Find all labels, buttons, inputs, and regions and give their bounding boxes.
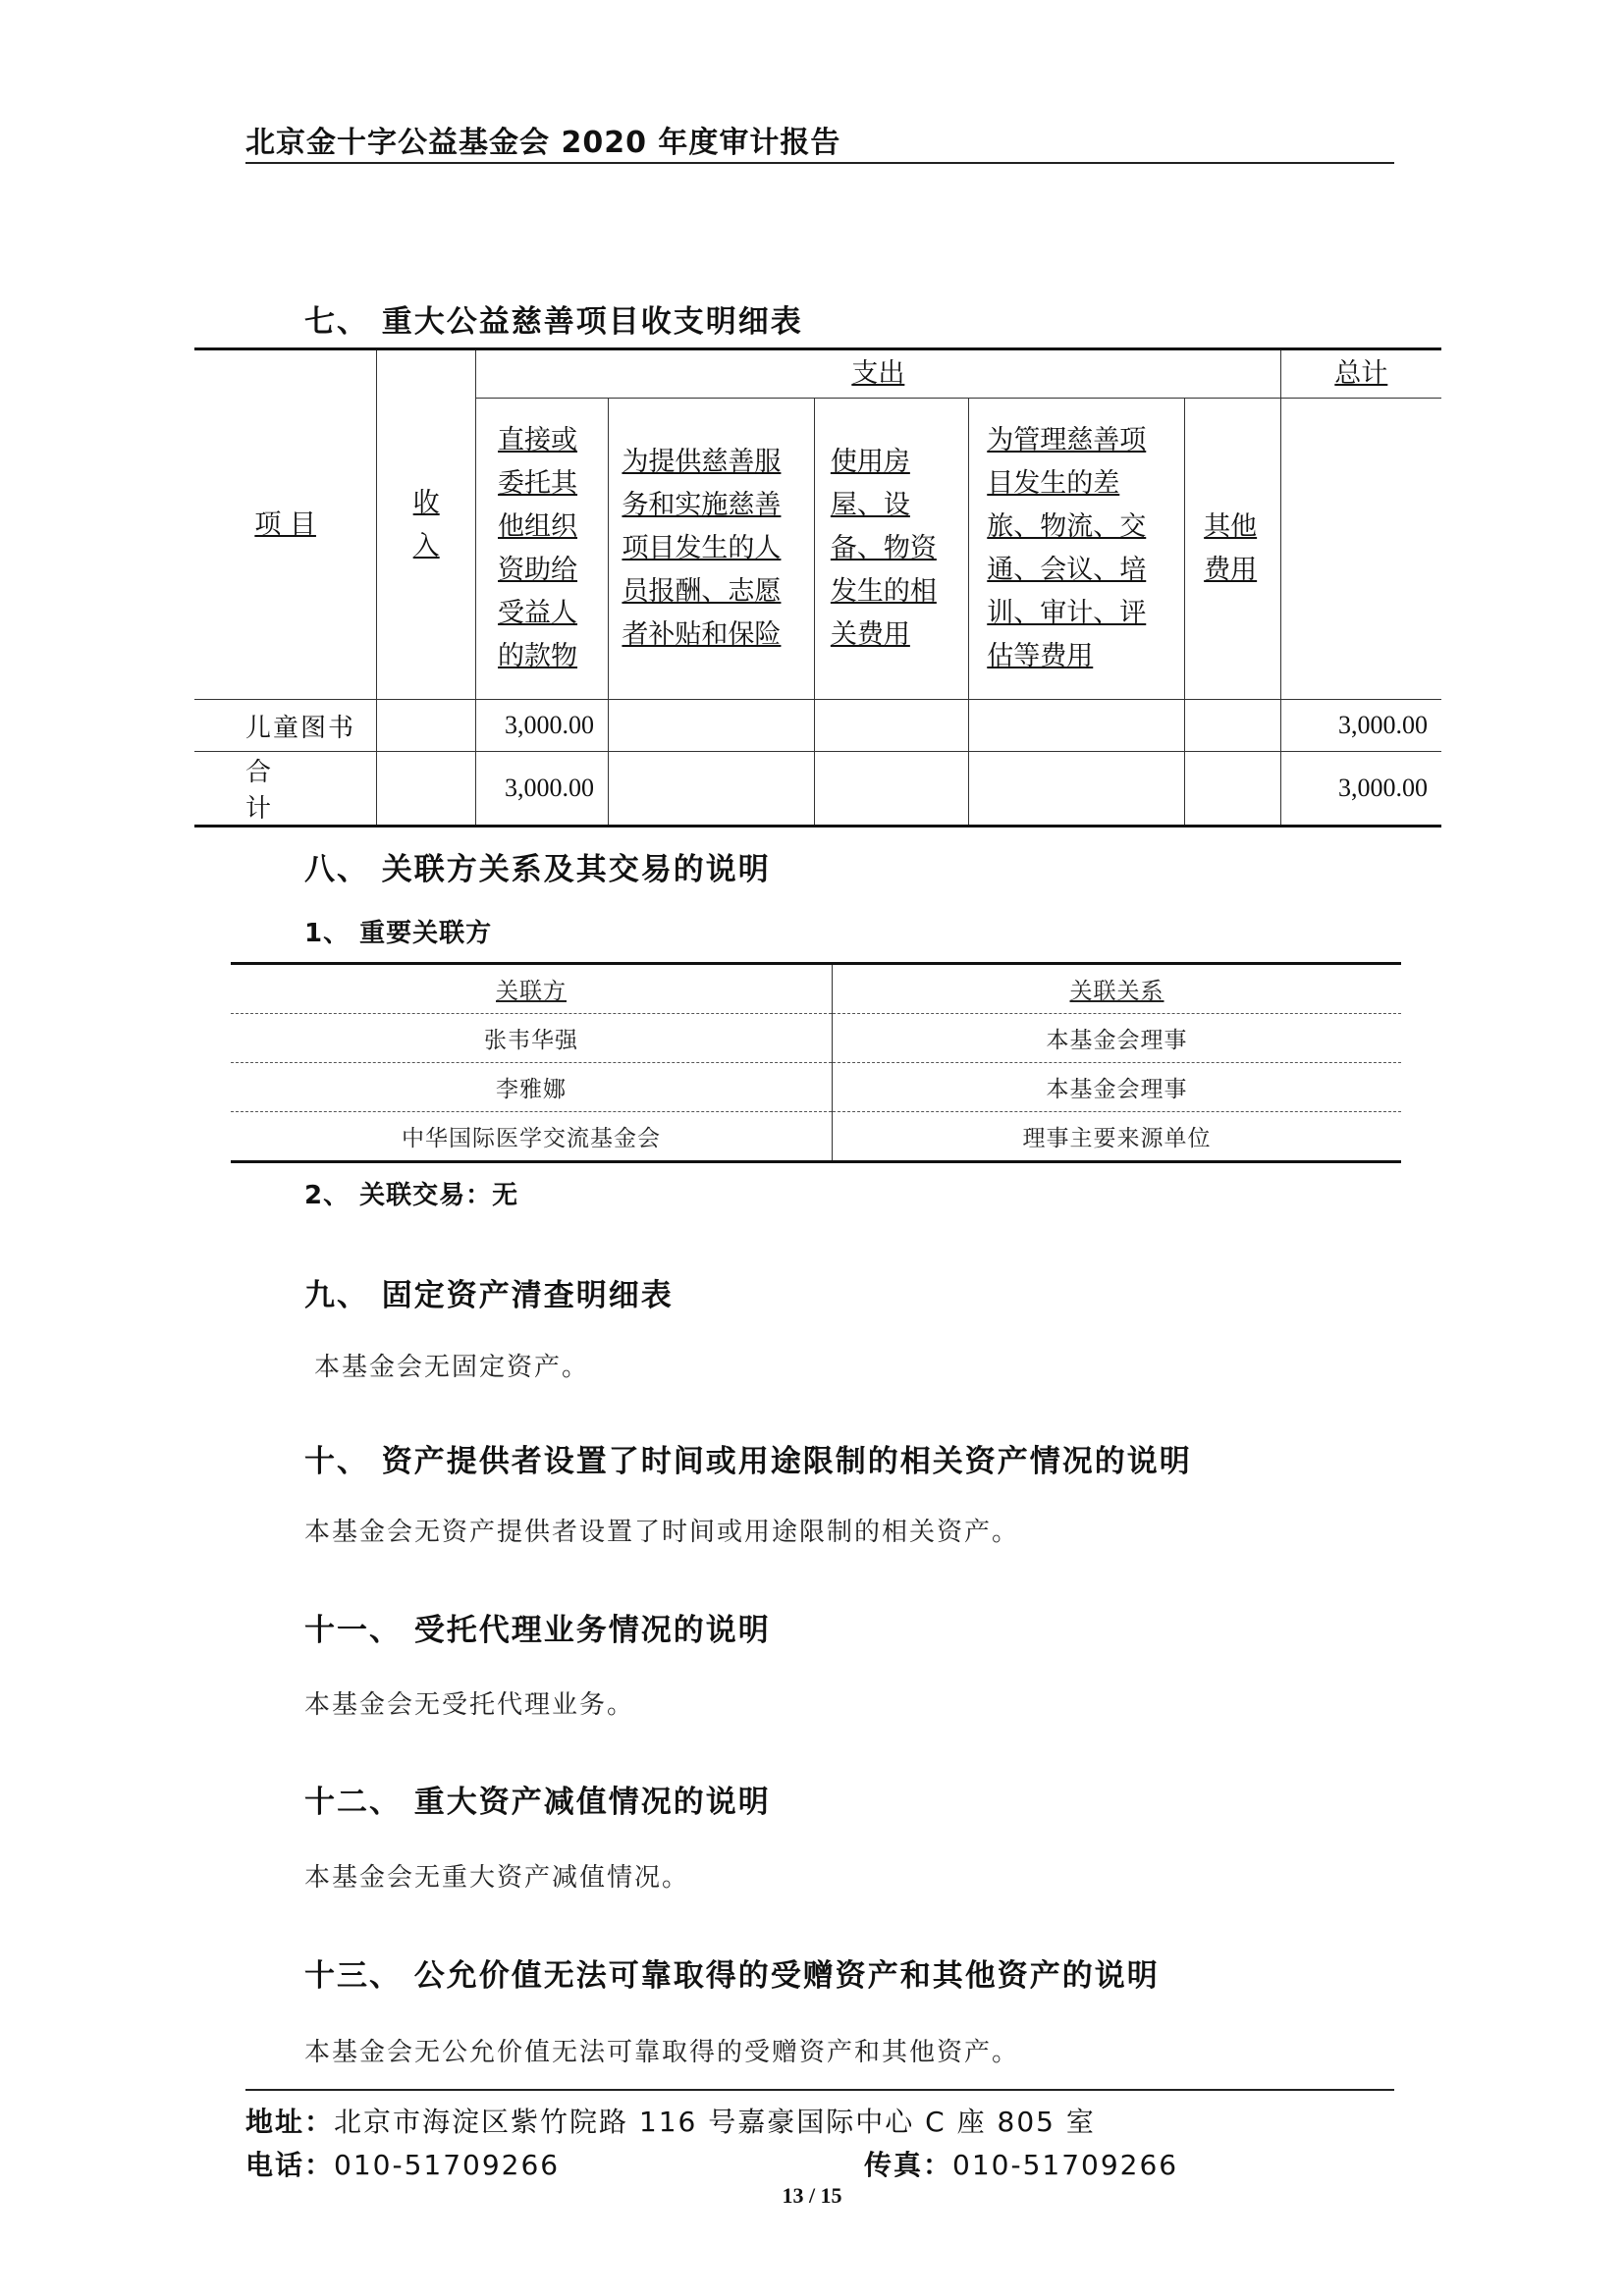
section-9-title: 九、 固定资产清查明细表 xyxy=(304,1278,674,1313)
address-label: 地址： xyxy=(245,2106,335,2138)
table-row xyxy=(194,700,1441,752)
cell-admin xyxy=(968,752,1184,827)
section-12-title: 十二、 重大资产减值情况的说明 xyxy=(304,1785,771,1820)
col-staff-cost-header: 为提供慈善服务和实施慈善项目发生的人员报酬、志愿者补贴和保险 xyxy=(608,399,814,700)
section-10-text: 本基金会无资产提供者设置了时间或用途限制的相关资产。 xyxy=(304,1518,1020,1547)
page-header xyxy=(245,118,1394,161)
col-item-header: 项 目 xyxy=(194,349,377,700)
related-transactions-line: 2、 关联交易：无 xyxy=(304,1181,519,1210)
cell-property xyxy=(814,700,968,752)
cell-income xyxy=(377,752,476,827)
section-13-title: 十三、 公允价值无法可靠取得的受赠资产和其他资产的说明 xyxy=(304,1958,1160,1994)
col-income-header: 收入 xyxy=(377,349,476,700)
section-8-title: 八、 关联方关系及其交易的说明 xyxy=(304,852,771,887)
section-10-title: 十、 资产提供者设置了时间或用途限制的相关资产情况的说明 xyxy=(304,1444,1192,1479)
section-9-text: 本基金会无固定资产。 xyxy=(314,1353,590,1382)
col-other-cost-header: 其他费用 xyxy=(1184,399,1280,700)
cell-income xyxy=(377,700,476,752)
relationship: 本基金会理事 xyxy=(833,1063,1402,1112)
table-row xyxy=(231,1014,1401,1063)
phone-value: 010-51709266 xyxy=(334,2149,561,2181)
cell-property xyxy=(814,752,968,827)
relationship: 理事主要来源单位 xyxy=(833,1112,1402,1162)
fax-value: 010-51709266 xyxy=(952,2149,1179,2181)
table-header-row xyxy=(231,964,1401,1014)
cell-other xyxy=(1184,700,1280,752)
cell-staff xyxy=(608,700,814,752)
footer-address xyxy=(245,2101,1096,2140)
cell-total: 3,000.00 xyxy=(1280,700,1441,752)
col-expense-group-header: 支出 xyxy=(476,349,1281,399)
footer-divider xyxy=(245,2089,1394,2091)
related-parties-table xyxy=(231,962,1401,1163)
cell-admin xyxy=(968,700,1184,752)
section-11-title: 十一、 受托代理业务情况的说明 xyxy=(304,1613,771,1648)
table-row xyxy=(194,752,1441,827)
col-direct-aid-header: 直接或委托其他组织资助给受益人的款物 xyxy=(476,399,609,700)
section-7-title: 七、 重大公益慈善项目收支明细表 xyxy=(304,304,803,340)
report-title: 北京金十字公益基金会 2020 年度审计报告 xyxy=(245,126,841,160)
cell-staff xyxy=(608,752,814,827)
cell-other xyxy=(1184,752,1280,827)
col-related-party-header: 关联方 xyxy=(231,964,833,1014)
col-relationship-header: 关联关系 xyxy=(833,964,1402,1014)
header-divider xyxy=(245,162,1394,164)
cell-direct: 3,000.00 xyxy=(476,700,609,752)
col-total-empty xyxy=(1280,399,1441,700)
cell-total: 3,000.00 xyxy=(1280,752,1441,827)
project-expense-table xyxy=(194,347,1441,828)
related-party-name: 中华国际医学交流基金会 xyxy=(231,1112,833,1162)
col-property-cost-header: 使用房屋、设备、物资发生的相关费用 xyxy=(814,399,968,700)
footer-phone xyxy=(245,2144,560,2183)
related-party-name: 张韦华强 xyxy=(231,1014,833,1063)
table-row xyxy=(231,1112,1401,1162)
page-number: 13 / 15 xyxy=(782,2183,842,2208)
related-parties-subtitle: 1、 重要关联方 xyxy=(304,919,493,948)
related-party-name: 李雅娜 xyxy=(231,1063,833,1112)
footer-fax xyxy=(864,2144,1178,2183)
col-admin-cost-header: 为管理慈善项目发生的差旅、物流、交通、会议、培训、审计、评估等费用 xyxy=(968,399,1184,700)
relationship: 本基金会理事 xyxy=(833,1014,1402,1063)
table-row xyxy=(231,1063,1401,1112)
row-label: 儿童图书 xyxy=(194,700,377,752)
cell-direct: 3,000.00 xyxy=(476,752,609,827)
section-12-text: 本基金会无重大资产减值情况。 xyxy=(304,1863,690,1893)
address-value: 北京市海淀区紫竹院路 116 号嘉豪国际中心 C 座 805 室 xyxy=(334,2106,1096,2138)
col-total-header: 总计 xyxy=(1280,349,1441,399)
phone-label: 电话： xyxy=(245,2149,335,2181)
fax-label: 传真： xyxy=(864,2149,953,2181)
row-label: 合 计 xyxy=(194,752,377,827)
section-13-text: 本基金会无公允价值无法可靠取得的受赠资产和其他资产。 xyxy=(304,2038,1020,2067)
section-11-text: 本基金会无受托代理业务。 xyxy=(304,1690,635,1720)
